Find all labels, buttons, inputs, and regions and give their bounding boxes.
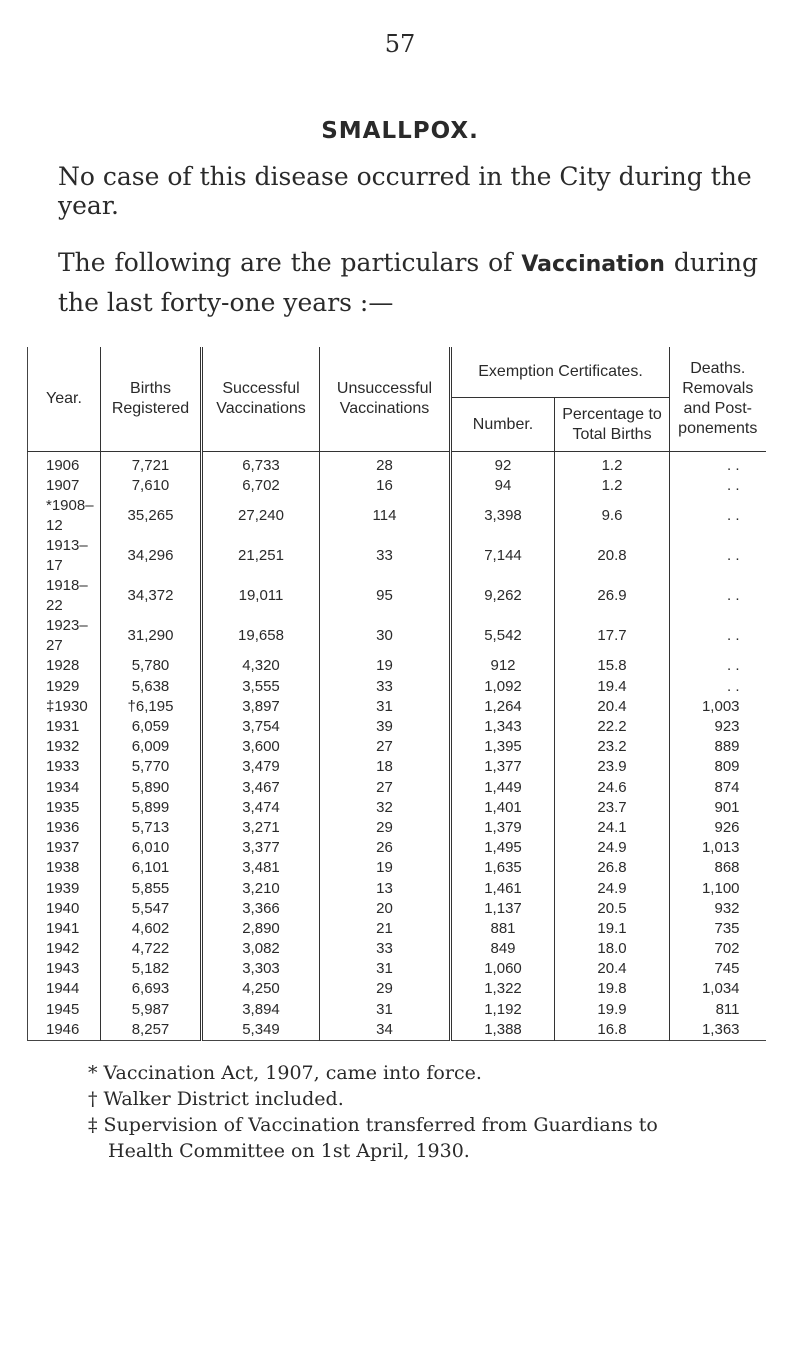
table-row	[28, 737, 766, 757]
cell-number: 7,144	[451, 536, 555, 576]
table-row	[28, 496, 766, 536]
cell-births: 5,890	[101, 778, 202, 798]
cell-number: 1,395	[451, 737, 555, 757]
cell-unsuccessful: 19	[320, 858, 451, 878]
cell-unsuccessful: 39	[320, 717, 451, 737]
cell-successful: 19,011	[202, 576, 320, 616]
cell-number: 92	[451, 452, 555, 477]
particulars-text-before: The following are the particulars of	[58, 248, 522, 277]
cell-unsuccessful: 27	[320, 737, 451, 757]
cell-number: 881	[451, 919, 555, 939]
cell-deaths: . .	[727, 547, 740, 565]
cell-successful: 3,271	[202, 818, 320, 838]
cell-percentage: 20.8	[555, 536, 670, 576]
cell-year: 1923–27	[28, 616, 101, 656]
cell-number: 1,343	[451, 717, 555, 737]
cell-deaths: . .	[727, 457, 740, 475]
cell-deaths: . .	[727, 507, 740, 525]
cell-deaths: . .	[727, 477, 740, 495]
cell-number: 1,092	[451, 677, 555, 697]
cell-births: 7,610	[101, 476, 202, 496]
cell-successful: 3,082	[202, 939, 320, 959]
cell-successful: 2,890	[202, 919, 320, 939]
cell-births: 6,009	[101, 737, 202, 757]
cell-year: 1940	[28, 899, 101, 919]
cell-number: 1,461	[451, 878, 555, 898]
cell-deaths: 745	[714, 960, 740, 978]
cell-number: 1,449	[451, 778, 555, 798]
cell-unsuccessful: 18	[320, 757, 451, 777]
table-row	[28, 452, 766, 477]
cell-successful: 3,474	[202, 798, 320, 818]
cell-year: 1907	[28, 476, 101, 496]
cell-successful: 6,733	[202, 452, 320, 477]
cell-successful: 3,897	[202, 697, 320, 717]
header-successful: Successful Vaccinations	[202, 347, 320, 452]
cell-year: 1942	[28, 939, 101, 959]
cell-percentage: 24.9	[555, 878, 670, 898]
cell-successful: 19,658	[202, 616, 320, 656]
table-body	[28, 452, 766, 1041]
cell-percentage: 20.4	[555, 959, 670, 979]
cell-number: 94	[451, 476, 555, 496]
cell-deaths: 809	[714, 758, 740, 776]
cell-number: 1,322	[451, 979, 555, 999]
cell-unsuccessful: 20	[320, 899, 451, 919]
cell-births: 34,296	[101, 536, 202, 576]
table-row	[28, 697, 766, 717]
cell-percentage: 23.9	[555, 757, 670, 777]
cell-births: 8,257	[101, 1020, 202, 1041]
cell-births: 31,290	[101, 616, 202, 656]
cell-births: 4,722	[101, 939, 202, 959]
cell-deaths: 889	[714, 738, 740, 756]
cell-successful: 3,754	[202, 717, 320, 737]
cell-successful: 3,467	[202, 778, 320, 798]
cell-successful: 21,251	[202, 536, 320, 576]
particulars-bold-term: Vaccination	[521, 252, 665, 277]
cell-successful: 3,600	[202, 737, 320, 757]
cell-births: 5,547	[101, 899, 202, 919]
cell-percentage: 23.7	[555, 798, 670, 818]
cell-number: 9,262	[451, 576, 555, 616]
cell-births: 6,101	[101, 858, 202, 878]
cell-deaths: 932	[714, 899, 740, 917]
cell-percentage: 26.8	[555, 858, 670, 878]
table-row	[28, 818, 766, 838]
table-row	[28, 1020, 766, 1041]
footnote-supervision-continued: Health Committee on 1st April, 1930.	[108, 1140, 470, 1162]
cell-births: 6,010	[101, 838, 202, 858]
cell-births: 7,721	[101, 452, 202, 477]
table-row	[28, 677, 766, 697]
cell-percentage: 18.0	[555, 939, 670, 959]
cell-successful: 3,366	[202, 899, 320, 919]
cell-year: 1946	[28, 1020, 101, 1041]
cell-percentage: 20.4	[555, 697, 670, 717]
cell-unsuccessful: 34	[320, 1020, 451, 1041]
cell-births: 5,855	[101, 878, 202, 898]
cell-births: 5,638	[101, 677, 202, 697]
cell-deaths: 1,100	[701, 879, 740, 897]
cell-year: *1908–12	[28, 496, 101, 536]
cell-percentage: 19.4	[555, 677, 670, 697]
cell-number: 5,542	[451, 616, 555, 656]
header-year: Year.	[28, 347, 101, 452]
cell-number: 1,635	[451, 858, 555, 878]
cell-unsuccessful: 33	[320, 939, 451, 959]
cell-successful: 3,377	[202, 838, 320, 858]
cell-unsuccessful: 28	[320, 452, 451, 477]
table-row	[28, 899, 766, 919]
cell-births: 5,713	[101, 818, 202, 838]
cell-unsuccessful: 114	[320, 496, 451, 536]
cell-deaths: 923	[714, 718, 740, 736]
cell-year: 1933	[28, 757, 101, 777]
cell-number: 3,398	[451, 496, 555, 536]
footnote-vaccination-act: * Vaccination Act, 1907, came into force.	[88, 1062, 482, 1084]
cell-unsuccessful: 31	[320, 697, 451, 717]
header-births: Births Registered	[101, 347, 202, 452]
cell-year: 1935	[28, 798, 101, 818]
cell-successful: 5,349	[202, 1020, 320, 1041]
cell-percentage: 22.2	[555, 717, 670, 737]
cell-unsuccessful: 13	[320, 878, 451, 898]
cell-percentage: 20.5	[555, 899, 670, 919]
cell-successful: 3,481	[202, 858, 320, 878]
cell-deaths: 874	[714, 778, 740, 796]
cell-percentage: 23.2	[555, 737, 670, 757]
header-exemption-percentage: Percentage to Total Births	[555, 398, 670, 452]
footnotes	[88, 1060, 768, 1164]
intro-sentence: No case of this disease occurred in the City during the year.	[58, 162, 752, 220]
cell-unsuccessful: 26	[320, 838, 451, 858]
cell-deaths: . .	[727, 657, 740, 675]
cell-births: 34,372	[101, 576, 202, 616]
table-row	[28, 798, 766, 818]
cell-year: 1929	[28, 677, 101, 697]
table-row	[28, 919, 766, 939]
cell-unsuccessful: 33	[320, 536, 451, 576]
table-row	[28, 616, 766, 656]
vaccination-table-container	[27, 347, 765, 1041]
cell-number: 1,401	[451, 798, 555, 818]
cell-deaths: . .	[727, 677, 740, 695]
table-row	[28, 838, 766, 858]
cell-deaths: 811	[715, 1000, 740, 1018]
table-row	[28, 757, 766, 777]
cell-percentage: 15.8	[555, 656, 670, 676]
cell-successful: 3,479	[202, 757, 320, 777]
cell-deaths: . .	[727, 627, 740, 645]
cell-births: 6,693	[101, 979, 202, 999]
cell-percentage: 26.9	[555, 576, 670, 616]
cell-births: 5,770	[101, 757, 202, 777]
cell-unsuccessful: 21	[320, 919, 451, 939]
table-row	[28, 476, 766, 496]
cell-percentage: 24.6	[555, 778, 670, 798]
footnote-supervision: ‡ Supervision of Vaccination transferred from Guardians to	[88, 1114, 658, 1136]
table-row	[28, 717, 766, 737]
cell-deaths: 926	[714, 818, 740, 836]
cell-percentage: 24.1	[555, 818, 670, 838]
table-row	[28, 536, 766, 576]
cell-unsuccessful: 27	[320, 778, 451, 798]
cell-deaths: 702	[714, 940, 740, 958]
vaccination-table	[27, 347, 766, 1041]
table-row	[28, 959, 766, 979]
cell-deaths: 735	[714, 919, 740, 937]
cell-number: 1,377	[451, 757, 555, 777]
cell-successful: 3,210	[202, 878, 320, 898]
cell-year: ‡1930	[28, 697, 101, 717]
table-row	[28, 858, 766, 878]
cell-deaths: 1,013	[701, 839, 740, 857]
cell-unsuccessful: 32	[320, 798, 451, 818]
cell-number: 1,379	[451, 818, 555, 838]
cell-births: 4,602	[101, 919, 202, 939]
cell-births: 5,899	[101, 798, 202, 818]
table-row	[28, 939, 766, 959]
cell-percentage: 16.8	[555, 1020, 670, 1041]
cell-percentage: 1.2	[555, 476, 670, 496]
cell-percentage: 19.8	[555, 979, 670, 999]
cell-number: 1,495	[451, 838, 555, 858]
cell-number: 1,388	[451, 1020, 555, 1041]
header-unsuccessful: Unsuccessful Vaccinations	[320, 347, 451, 452]
cell-percentage: 19.9	[555, 1000, 670, 1020]
cell-unsuccessful: 29	[320, 979, 451, 999]
section-heading: SMALLPOX.	[321, 118, 479, 144]
cell-year: 1932	[28, 737, 101, 757]
cell-number: 1,192	[451, 1000, 555, 1020]
cell-percentage: 9.6	[555, 496, 670, 536]
cell-year: 1943	[28, 959, 101, 979]
cell-year: 1945	[28, 1000, 101, 1020]
cell-deaths: 1,003	[701, 697, 740, 715]
cell-year: 1906	[28, 452, 101, 477]
cell-successful: 27,240	[202, 496, 320, 536]
cell-number: 1,060	[451, 959, 555, 979]
cell-year: 1931	[28, 717, 101, 737]
footnote-walker-district: † Walker District included.	[88, 1088, 344, 1110]
cell-year: 1936	[28, 818, 101, 838]
cell-year: 1918–22	[28, 576, 101, 616]
particulars-paragraph	[58, 244, 758, 322]
page-number: 57	[384, 30, 416, 58]
cell-births: 6,059	[101, 717, 202, 737]
cell-successful: 3,555	[202, 677, 320, 697]
cell-births: 5,987	[101, 1000, 202, 1020]
cell-percentage: 1.2	[555, 452, 670, 477]
cell-year: 1937	[28, 838, 101, 858]
cell-successful: 6,702	[202, 476, 320, 496]
cell-percentage: 17.7	[555, 616, 670, 656]
table-row	[28, 778, 766, 798]
cell-unsuccessful: 33	[320, 677, 451, 697]
cell-unsuccessful: 29	[320, 818, 451, 838]
cell-successful: 4,320	[202, 656, 320, 676]
cell-year: 1913–17	[28, 536, 101, 576]
cell-deaths: 1,034	[701, 980, 740, 998]
cell-year: 1928	[28, 656, 101, 676]
cell-percentage: 24.9	[555, 838, 670, 858]
table-row	[28, 979, 766, 999]
cell-number: 1,264	[451, 697, 555, 717]
header-deaths: Deaths. Removals and Post-ponements	[678, 360, 758, 437]
cell-births: †6,195	[101, 697, 202, 717]
cell-successful: 4,250	[202, 979, 320, 999]
cell-births: 5,182	[101, 959, 202, 979]
cell-unsuccessful: 19	[320, 656, 451, 676]
cell-year: 1944	[28, 979, 101, 999]
cell-number: 849	[451, 939, 555, 959]
header-exemption-number: Number.	[451, 398, 555, 452]
cell-number: 1,137	[451, 899, 555, 919]
cell-unsuccessful: 95	[320, 576, 451, 616]
cell-deaths: 1,363	[701, 1020, 740, 1038]
cell-successful: 3,894	[202, 1000, 320, 1020]
cell-deaths: 901	[714, 798, 740, 816]
cell-births: 35,265	[101, 496, 202, 536]
cell-deaths: 868	[714, 859, 740, 877]
particulars-text-after: during the last forty-one years :—	[58, 248, 758, 317]
cell-births: 5,780	[101, 656, 202, 676]
cell-year: 1939	[28, 878, 101, 898]
cell-deaths: . .	[727, 587, 740, 605]
cell-unsuccessful: 31	[320, 1000, 451, 1020]
table-row	[28, 1000, 766, 1020]
cell-number: 912	[451, 656, 555, 676]
header-exemption: Exemption Certificates.	[451, 347, 670, 398]
cell-unsuccessful: 31	[320, 959, 451, 979]
cell-year: 1938	[28, 858, 101, 878]
table-row	[28, 576, 766, 616]
cell-unsuccessful: 16	[320, 476, 451, 496]
table-row	[28, 656, 766, 676]
cell-year: 1934	[28, 778, 101, 798]
cell-year: 1941	[28, 919, 101, 939]
cell-unsuccessful: 30	[320, 616, 451, 656]
cell-successful: 3,303	[202, 959, 320, 979]
cell-percentage: 19.1	[555, 919, 670, 939]
table-row	[28, 878, 766, 898]
